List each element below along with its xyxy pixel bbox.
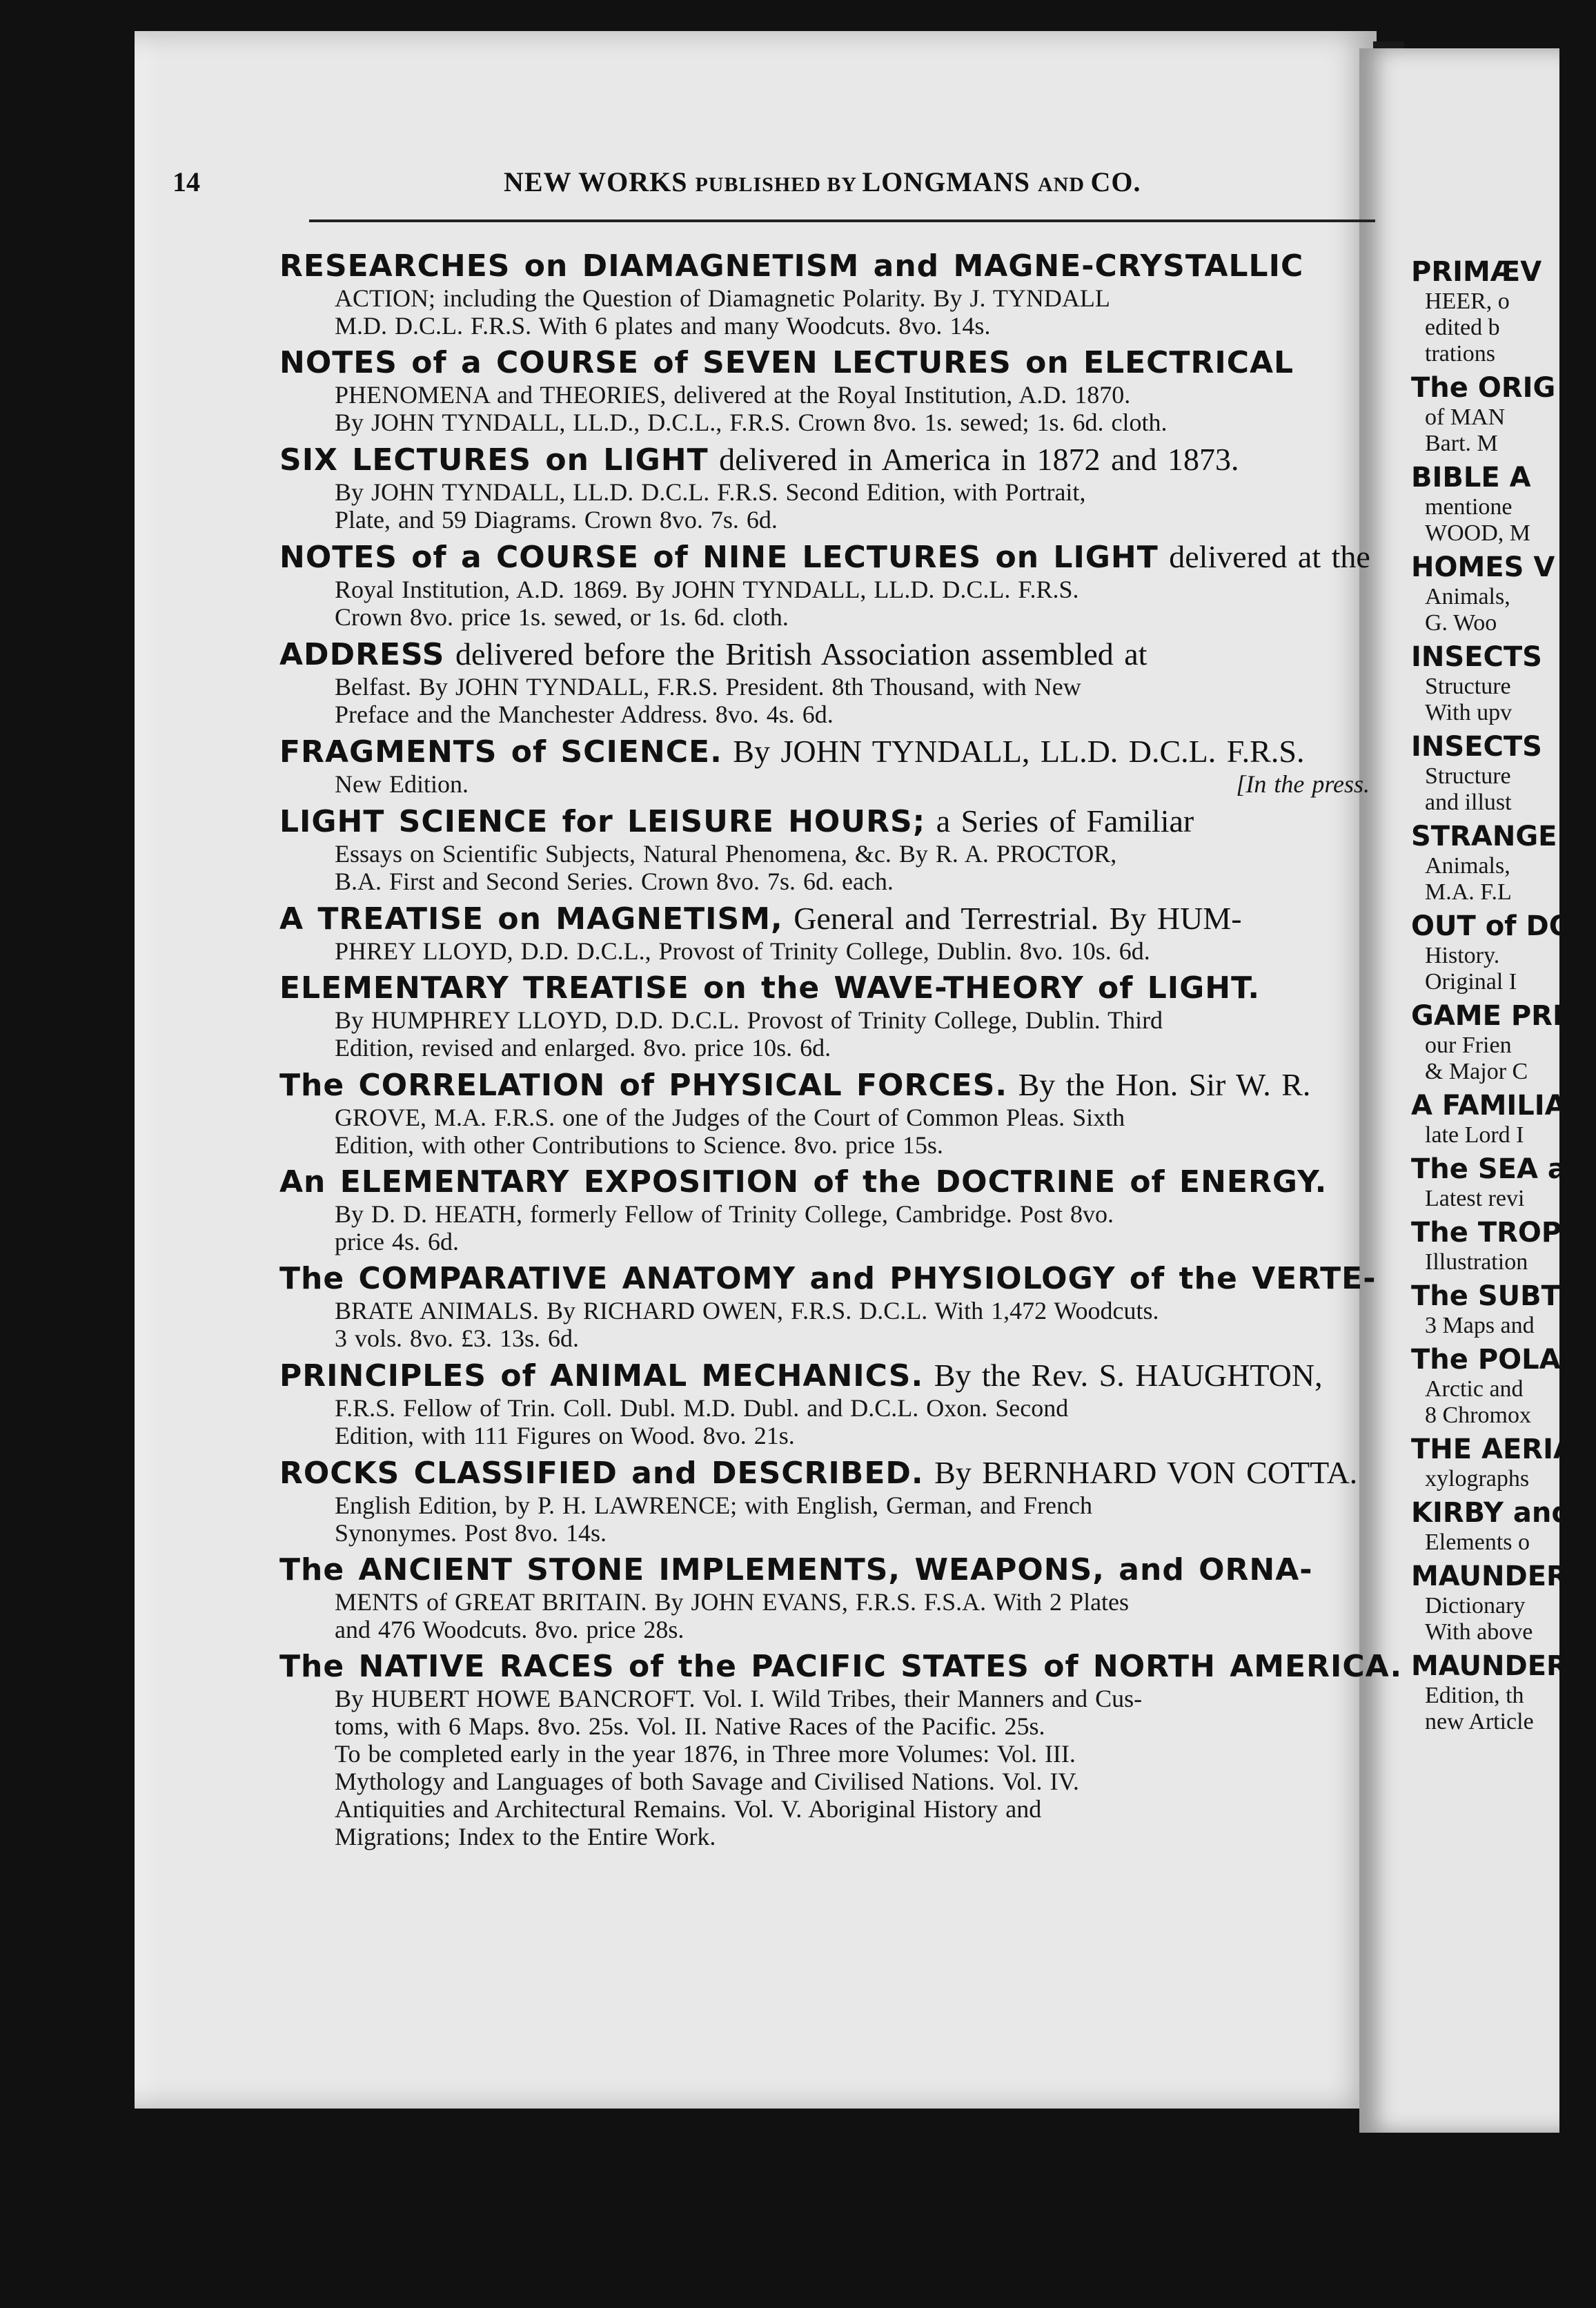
facing-page-entry — [1411, 1650, 1596, 1735]
facing-page-entry — [1411, 1216, 1593, 1275]
entry-heading — [279, 1455, 1370, 1492]
facing-entry-heading: PRIMÆV — [1411, 256, 1542, 288]
entry-description-line — [279, 1519, 1370, 1547]
entry-description-line — [279, 1006, 1370, 1034]
facing-entry-heading: STRANGE — [1411, 821, 1557, 852]
entry-title-continuation: delivered at the — [1158, 539, 1370, 574]
facing-entry-line: 3 Maps and — [1425, 1313, 1535, 1338]
entry-description-text: By HUBERT HOWE BANCROFT. Vol. I. Wild Tribes, their Manners and Cus- — [335, 1685, 1143, 1712]
entry-description-line — [279, 840, 1370, 868]
facing-entry-line: Dictionary — [1425, 1593, 1526, 1618]
entry-description-text: Royal Institution, A.D. 1869. By JOHN TYNDALL, LL.D. D.C.L. F.R.S. — [335, 576, 1079, 603]
entry-description-line — [279, 603, 1370, 631]
facing-entry-line: Elements o — [1425, 1529, 1530, 1555]
facing-page-entry — [1411, 1280, 1579, 1339]
catalogue-entry — [279, 1552, 1370, 1643]
catalogue-entry — [279, 442, 1370, 534]
entry-description-line — [279, 1422, 1370, 1449]
entry-description-line — [279, 937, 1370, 965]
facing-entry-line: mentione — [1425, 494, 1513, 520]
facing-entry-line: trations — [1425, 341, 1495, 366]
entry-description-line — [279, 576, 1370, 603]
entry-heading — [279, 636, 1370, 673]
facing-page-entry — [1411, 910, 1573, 995]
entry-description-line — [279, 1795, 1370, 1823]
entry-description-line — [279, 1588, 1370, 1616]
entry-description-line — [279, 1131, 1370, 1159]
catalogue-entry — [279, 636, 1370, 728]
entry-heading — [279, 248, 1370, 284]
entry-title: ROCKS CLASSIFIED and DESCRIBED. — [279, 1456, 924, 1491]
catalogue-entry — [279, 248, 1370, 340]
catalogue-entry — [279, 345, 1370, 436]
entry-description-line — [279, 1394, 1370, 1422]
facing-page-entry — [1411, 255, 1559, 367]
facing-entry-line: Arctic and — [1425, 1376, 1524, 1402]
entry-description-text: New Edition. — [335, 770, 469, 798]
facing-entry-line: WOOD, M — [1425, 520, 1530, 546]
entry-description-line — [279, 1768, 1370, 1795]
header-title-part: NEW WORKS — [504, 166, 696, 197]
entry-description-line — [279, 409, 1370, 436]
entry-heading — [279, 803, 1370, 840]
entry-description-text: By JOHN TYNDALL, LL.D. D.C.L. F.R.S. Second Edition, with Portrait, — [335, 478, 1086, 506]
entry-description-line — [279, 1712, 1370, 1740]
facing-page-entry — [1411, 461, 1559, 547]
entry-title: SIX LECTURES on LIGHT — [279, 442, 709, 478]
entry-description-text: PHENOMENA and THEORIES, delivered at the Royal Institution, A.D. 1870. — [335, 381, 1131, 409]
entry-heading — [279, 442, 1370, 478]
facing-entry-line: Edition, th — [1425, 1683, 1524, 1708]
entry-title-continuation: By the Hon. Sir W. R. — [1007, 1067, 1311, 1102]
facing-entry-heading: The TROPIC — [1411, 1217, 1593, 1249]
entry-title-continuation: By BERNHARD VON COTTA. — [923, 1455, 1358, 1490]
entry-description-text: Migrations; Index to the Entire Work. — [335, 1823, 716, 1850]
entry-description-text: F.R.S. Fellow of Trin. Coll. Dubl. M.D. Dubl. and D.C.L. Oxon. Second — [335, 1394, 1069, 1422]
entry-description-text: Edition, with other Contributions to Science. 8vo. price 15s. — [335, 1131, 943, 1159]
facing-page-entry — [1411, 730, 1559, 816]
entry-description-line — [279, 1228, 1370, 1255]
facing-entry-line: With upv — [1425, 700, 1513, 725]
entry-press-note: [In the press. — [1236, 770, 1370, 798]
facing-entry-line: Structure — [1425, 763, 1511, 789]
entry-title-continuation: delivered in America in 1872 and 1873. — [708, 442, 1239, 477]
facing-entry-heading: A FAMILIA — [1411, 1090, 1566, 1122]
entry-description-text: Edition, with 111 Figures on Wood. 8vo. 21s. — [335, 1422, 795, 1449]
entry-description-text: Antiquities and Architectural Remains. Vol. V. Aboriginal History and — [335, 1795, 1042, 1823]
entry-title-continuation: a Series of Familiar — [925, 803, 1194, 839]
facing-page-entry — [1411, 371, 1559, 457]
entry-heading — [279, 1649, 1403, 1685]
entry-title: FRAGMENTS of SCIENCE. — [279, 734, 722, 770]
facing-entry-heading: OUT of DO — [1411, 910, 1573, 942]
entry-description-line — [279, 284, 1370, 312]
catalogue-entry — [279, 734, 1370, 798]
entry-title: NOTES of a COURSE of NINE LECTURES on LIGHT — [279, 540, 1159, 575]
catalogue-entry — [279, 901, 1370, 965]
entry-description-text: By D. D. HEATH, formerly Fellow of Trinity College, Cambridge. Post 8vo. — [335, 1200, 1114, 1228]
entry-description-line — [279, 381, 1370, 409]
facing-entry-heading: The POLAR — [1411, 1344, 1582, 1376]
catalogue-entry — [279, 539, 1370, 631]
entry-title: PRINCIPLES of ANIMAL MECHANICS. — [279, 1358, 924, 1393]
entry-description-line — [279, 478, 1370, 506]
facing-page-entry — [1411, 1433, 1575, 1492]
entry-description-text: toms, with 6 Maps. 8vo. 25s. Vol. II. Native Races of the Pacific. 25s. — [335, 1712, 1045, 1740]
facing-entry-heading: The SEA an — [1411, 1153, 1586, 1185]
facing-page-entry — [1411, 1560, 1596, 1645]
entry-description-text: Preface and the Manchester Address. 8vo. 4s. 6d. — [335, 701, 834, 728]
entry-description-text: and 476 Woodcuts. 8vo. price 28s. — [335, 1616, 684, 1643]
entry-description-line — [279, 1823, 1370, 1850]
facing-entry-line: xylographs — [1425, 1466, 1530, 1492]
catalogue-entry — [279, 1358, 1370, 1449]
facing-entry-line: G. Woo — [1425, 610, 1497, 636]
entry-description-text: Essays on Scientific Subjects, Natural Phenomena, &c. By R. A. PROCTOR, — [335, 840, 1117, 868]
facing-entry-line: & Major C — [1425, 1059, 1528, 1084]
facing-entry-heading: The ORIG — [1411, 372, 1556, 404]
entry-description-text: price 4s. 6d. — [335, 1228, 459, 1255]
entry-title-continuation: General and Terrestrial. By HUM- — [782, 901, 1242, 936]
header-title-part: AND — [1038, 173, 1091, 196]
facing-entry-heading: INSECTS — [1411, 641, 1542, 673]
entry-description-text: MENTS of GREAT BRITAIN. By JOHN EVANS, F.R.S. F.S.A. With 2 Plates — [335, 1588, 1130, 1616]
entry-title: The ANCIENT STONE IMPLEMENTS, WEAPONS, and ORNA- — [279, 1552, 1313, 1587]
catalogue-entry — [279, 1164, 1370, 1255]
entry-description-line — [279, 1104, 1370, 1131]
facing-entry-line: late Lord I — [1425, 1122, 1524, 1148]
entry-heading — [279, 1358, 1370, 1394]
entry-title: The CORRELATION of PHYSICAL FORCES. — [279, 1068, 1008, 1103]
entry-description-text: Synonymes. Post 8vo. 14s. — [335, 1519, 607, 1547]
facing-entry-heading: The SUBTE — [1411, 1280, 1579, 1312]
entry-description-line — [279, 673, 1370, 701]
entry-heading — [279, 1164, 1370, 1200]
facing-entry-line: Original I — [1425, 969, 1517, 995]
entry-description-line — [279, 1324, 1370, 1352]
facing-entry-heading: THE AERIA — [1411, 1434, 1575, 1465]
facing-entry-line: M.A. F.L — [1425, 879, 1512, 905]
facing-entry-heading: MAUNDER'S — [1411, 1650, 1596, 1682]
entry-description-text: Crown 8vo. price 1s. sewed, or 1s. 6d. cloth. — [335, 603, 789, 631]
entry-description-line — [279, 1685, 1370, 1712]
catalogue-entry — [279, 1649, 1403, 1850]
entry-heading — [279, 1552, 1370, 1588]
facing-entry-line: of MAN — [1425, 404, 1506, 430]
facing-entry-line: Bart. M — [1425, 431, 1498, 456]
entry-heading — [279, 1067, 1370, 1104]
entry-description-text: To be completed early in the year 1876, in Three more Volumes: Vol. III. — [335, 1740, 1076, 1768]
header-title-part: CO. — [1090, 166, 1141, 197]
entry-description-text: By JOHN TYNDALL, LL.D., D.C.L., F.R.S. Crown 8vo. 1s. sewed; 1s. 6d. cloth. — [335, 409, 1168, 436]
entry-description-text: B.A. First and Second Series. Crown 8vo. 7s. 6d. each. — [335, 868, 894, 895]
facing-page-entry — [1411, 1496, 1571, 1556]
entry-title: ELEMENTARY TREATISE on the WAVE-THEORY of LIGHT. — [279, 970, 1261, 1006]
facing-entry-line: With above — [1425, 1619, 1533, 1645]
facing-page-entry — [1411, 1153, 1586, 1212]
entry-description-text: Edition, revised and enlarged. 8vo. price 10s. 6d. — [335, 1034, 831, 1062]
entry-description-text: Plate, and 59 Diagrams. Crown 8vo. 7s. 6d. — [335, 506, 778, 534]
facing-entry-line: Illustration — [1425, 1249, 1528, 1275]
entry-description-line — [279, 1297, 1370, 1324]
entry-title: ADDRESS — [279, 637, 445, 672]
entry-title-continuation: delivered before the British Association assembled at — [444, 636, 1147, 672]
entry-description-line — [279, 1740, 1370, 1768]
facing-entry-line: edited b — [1425, 315, 1500, 340]
entry-description-text: 3 vols. 8vo. £3. 13s. 6d. — [335, 1324, 580, 1352]
facing-page-entry — [1411, 640, 1559, 726]
entry-heading — [279, 901, 1370, 937]
entry-description-text: Mythology and Languages of both Savage and Civilised Nations. Vol. IV. — [335, 1768, 1079, 1795]
header-title-part: LONGMANS — [862, 166, 1038, 197]
entry-heading — [279, 734, 1370, 770]
facing-page-entry — [1411, 1343, 1582, 1429]
entry-title: A TREATISE on MAGNETISM, — [279, 901, 783, 937]
facing-entry-heading: KIRBY and — [1411, 1497, 1571, 1529]
facing-entry-line: new Article — [1425, 1709, 1534, 1734]
facing-entry-line: and illust — [1425, 790, 1512, 815]
entry-description-text: GROVE, M.A. F.R.S. one of the Judges of the Court of Common Pleas. Sixth — [335, 1104, 1125, 1131]
entry-description-line — [279, 770, 1370, 798]
facing-entry-heading: HOMES V — [1411, 551, 1555, 583]
header-title — [504, 166, 1141, 198]
entry-description-line — [279, 1200, 1370, 1228]
facing-entry-line: Structure — [1425, 674, 1511, 699]
entry-description-line — [279, 1616, 1370, 1643]
entry-title-continuation: By the Rev. S. HAUGHTON, — [923, 1358, 1323, 1393]
entry-description-text: English Edition, by P. H. LAWRENCE; with English, German, and French — [335, 1492, 1093, 1519]
facing-entry-heading: INSECTS — [1411, 731, 1542, 763]
entry-heading — [279, 345, 1370, 381]
entry-description-text: PHREY LLOYD, D.D. D.C.L., Provost of Trinity College, Dublin. 8vo. 10s. 6d. — [335, 937, 1150, 965]
entry-title: NOTES of a COURSE of SEVEN LECTURES on ELECTRICAL — [279, 345, 1294, 380]
header-rule — [309, 219, 1375, 222]
entry-title: RESEARCHES on DIAMAGNETISM and MAGNE-CRYSTALLIC — [279, 248, 1304, 284]
entry-title: The COMPARATIVE ANATOMY and PHYSIOLOGY of the VERTE- — [279, 1261, 1377, 1296]
facing-entry-line: History. — [1425, 943, 1500, 968]
entry-heading — [279, 539, 1370, 576]
catalogue-entry — [279, 970, 1370, 1062]
entry-description-line — [279, 868, 1370, 895]
entry-heading — [279, 970, 1370, 1006]
running-header — [173, 166, 1346, 207]
facing-entry-line: HEER, o — [1425, 288, 1510, 314]
entry-description-text: M.D. D.C.L. F.R.S. With 6 plates and many Woodcuts. 8vo. 14s. — [335, 312, 991, 340]
catalogue-entry — [279, 1261, 1377, 1352]
facing-entry-line: Latest revi — [1425, 1186, 1525, 1211]
facing-page-entry — [1411, 820, 1559, 906]
entry-title: An ELEMENTARY EXPOSITION of the DOCTRINE of ENERGY. — [279, 1164, 1328, 1200]
entry-title: LIGHT SCIENCE for LEISURE HOURS; — [279, 804, 926, 839]
facing-entry-heading: BIBLE A — [1411, 462, 1531, 493]
entry-description-text: Belfast. By JOHN TYNDALL, F.R.S. President. 8th Thousand, with New — [335, 673, 1081, 701]
entry-description-text: BRATE ANIMALS. By RICHARD OWEN, F.R.S. D.C.L. With 1,472 Woodcuts. — [335, 1297, 1159, 1324]
facing-page-entry — [1411, 999, 1563, 1085]
entry-title: The NATIVE RACES of the PACIFIC STATES of NORTH AMERICA. — [279, 1649, 1403, 1684]
entry-description-line — [279, 1492, 1370, 1519]
entry-title-continuation: By JOHN TYNDALL, LL.D. D.C.L. F.R.S. — [722, 734, 1305, 769]
catalogue-entry — [279, 1455, 1370, 1547]
page-number: 14 — [173, 166, 200, 197]
facing-entry-line: 8 Chromox — [1425, 1402, 1531, 1428]
entry-description-line — [279, 312, 1370, 340]
facing-entry-heading: GAME PRI — [1411, 1000, 1563, 1032]
entry-description-line — [279, 701, 1370, 728]
catalogue-entry — [279, 803, 1370, 895]
catalogue-entries — [279, 248, 1403, 1856]
facing-page-entry — [1411, 551, 1559, 636]
entry-description-line — [279, 506, 1370, 534]
entry-heading — [279, 1261, 1377, 1297]
entry-description-line — [279, 1034, 1370, 1062]
entry-description-text: By HUMPHREY LLOYD, D.D. D.C.L. Provost of Trinity College, Dublin. Third — [335, 1006, 1163, 1034]
facing-page-entry — [1411, 1089, 1566, 1148]
header-title-part: PUBLISHED BY — [695, 173, 863, 196]
facing-entry-line: Animals, — [1425, 853, 1510, 879]
entry-description-text: ACTION; including the Question of Diamagnetic Polarity. By J. TYNDALL — [335, 284, 1110, 312]
catalogue-entry — [279, 1067, 1370, 1159]
right-page-entries — [1411, 255, 1596, 1739]
facing-entry-line: our Frien — [1425, 1033, 1512, 1058]
facing-entry-heading: MAUNDER'S — [1411, 1561, 1596, 1592]
facing-entry-line: Animals, — [1425, 584, 1510, 609]
